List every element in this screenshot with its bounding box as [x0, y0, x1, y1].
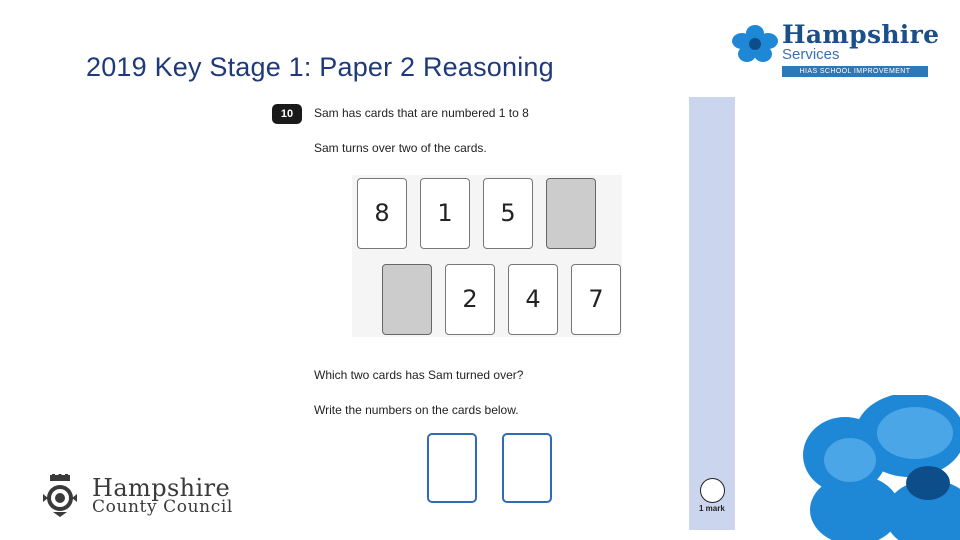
hampshire-services-logo: [730, 20, 940, 80]
decorative-flower-icon: [800, 395, 960, 540]
county-council-subtitle: County Council: [92, 497, 233, 517]
mark-circle[interactable]: [700, 478, 725, 503]
card-face-down: [382, 264, 432, 335]
answer-box-1[interactable]: [427, 433, 477, 503]
card-face-down: [546, 178, 596, 249]
card-row1-3: 5: [483, 178, 533, 249]
mark-column: [689, 97, 735, 530]
card-row2-3: 4: [508, 264, 558, 335]
hampshire-services-name: Hampshire: [782, 20, 940, 49]
card-row1-2: 1: [420, 178, 470, 249]
card-row2-4: 7: [571, 264, 621, 335]
question-number-badge: 10: [272, 104, 302, 124]
mark-label: 1 mark: [699, 504, 725, 513]
card-row1-1: 8: [357, 178, 407, 249]
card-row2-2: 2: [445, 264, 495, 335]
question-line-3: Which two cards has Sam turned over?: [314, 368, 524, 382]
question-line-4: Write the numbers on the cards below.: [314, 403, 519, 417]
flower-logo-icon: [730, 24, 780, 64]
hias-bar: HIAS SCHOOL IMPROVEMENT: [782, 66, 928, 77]
question-line-1: Sam has cards that are numbered 1 to 8: [314, 106, 529, 120]
hampshire-services-subtitle: Services: [782, 46, 840, 63]
question-line-2: Sam turns over two of the cards.: [314, 141, 487, 155]
county-crest-icon: [40, 474, 80, 518]
county-council-name: Hampshire: [92, 474, 231, 502]
slide-title: 2019 Key Stage 1: Paper 2 Reasoning: [86, 52, 554, 82]
answer-box-2[interactable]: [502, 433, 552, 503]
